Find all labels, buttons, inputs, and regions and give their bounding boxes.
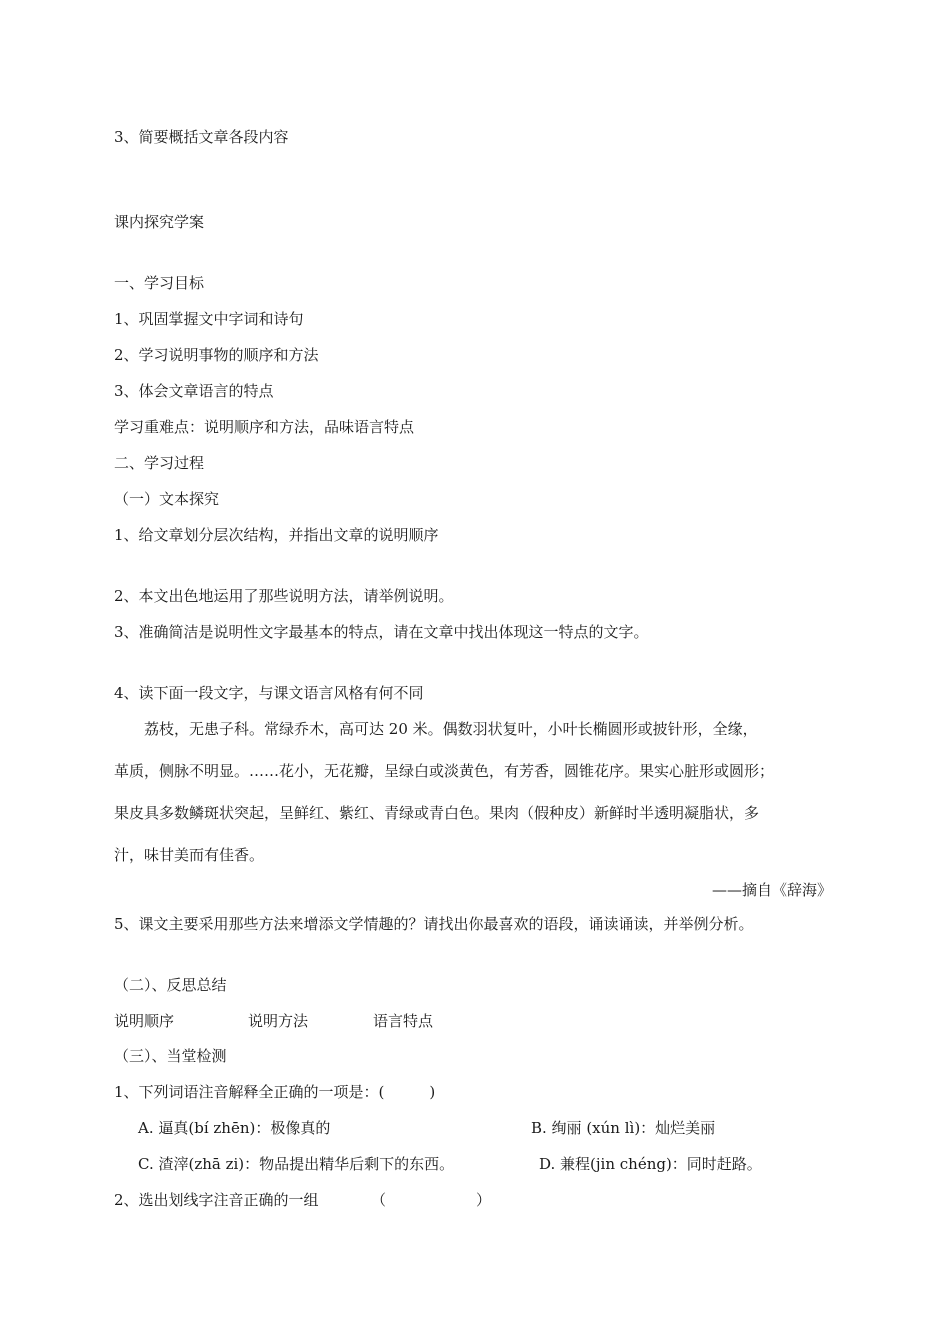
- option-b: B. 绚丽 (xún lì)：灿烂美丽: [531, 1119, 716, 1137]
- question-3: 3、准确简洁是说明性文字最基本的特点，请在文章中找出体现这一特点的文字。: [114, 623, 649, 641]
- summary-methods: 说明方法: [248, 1012, 309, 1030]
- quote-line-4: 汁，味甘美而有佳香。: [114, 846, 265, 864]
- quote-source: ——摘自《辞海》: [711, 881, 832, 899]
- process-heading: 二、学习过程: [114, 454, 205, 472]
- question-5: 5、课文主要采用那些方法来增添文学情趣的？请找出你最喜欢的语段，诵读诵读，并举例分析。: [114, 915, 754, 933]
- section-item-3: 3、简要概括文章各段内容: [114, 128, 289, 146]
- section-heading: 课内探究学案: [114, 213, 205, 231]
- quote-line-1: 荔枝，无患子科。常绿乔木，高可达 20 米。偶数羽状复叶，小叶长椭圆形或披针形，全缘，: [114, 720, 758, 738]
- question-1: 1、给文章划分层次结构，并指出文章的说明顺序: [114, 526, 439, 544]
- subsection-test: （三）、当堂检测: [114, 1047, 227, 1065]
- option-d: D. 兼程(jin chéng)：同时赶路。: [539, 1155, 762, 1173]
- test-question-1: 1、下列词语注音解释全正确的一项是：( ): [114, 1083, 436, 1101]
- test-question-2: 2、选出划线字注音正确的一组 （ ）: [114, 1191, 492, 1209]
- key-points: 学习重难点：说明顺序和方法，品味语言特点: [114, 418, 415, 436]
- question-4: 4、读下面一段文字，与课文语言风格有何不同: [114, 684, 424, 702]
- option-a: A. 逼真(bí zhēn)：极像真的: [138, 1119, 331, 1137]
- quote-line-3: 果皮具多数鳞斑状突起，呈鲜红、紫红、青绿或青白色。果肉（假种皮）新鲜时半透明凝脂状，多: [114, 804, 760, 822]
- summary-language: 语言特点: [373, 1012, 434, 1030]
- subsection-text-inquiry: （一）文本探究: [114, 490, 220, 508]
- goal-2: 2、学习说明事物的顺序和方法: [114, 346, 319, 364]
- summary-order: 说明顺序: [114, 1012, 175, 1030]
- goals-heading: 一、学习目标: [114, 274, 205, 292]
- goal-3: 3、体会文章语言的特点: [114, 382, 274, 400]
- goal-1: 1、巩固掌握文中字词和诗句: [114, 310, 304, 328]
- quote-line-2: 革质，侧脉不明显。……花小，无花瓣，呈绿白或淡黄色，有芳香，圆锥花序。果实心脏形或圆形；: [114, 762, 775, 780]
- option-c: C. 渣滓(zhā zi)：物品提出精华后剩下的东西。: [138, 1155, 455, 1173]
- question-2: 2、本文出色地运用了那些说明方法，请举例说明。: [114, 587, 454, 605]
- subsection-reflection: （二）、反思总结: [114, 976, 227, 994]
